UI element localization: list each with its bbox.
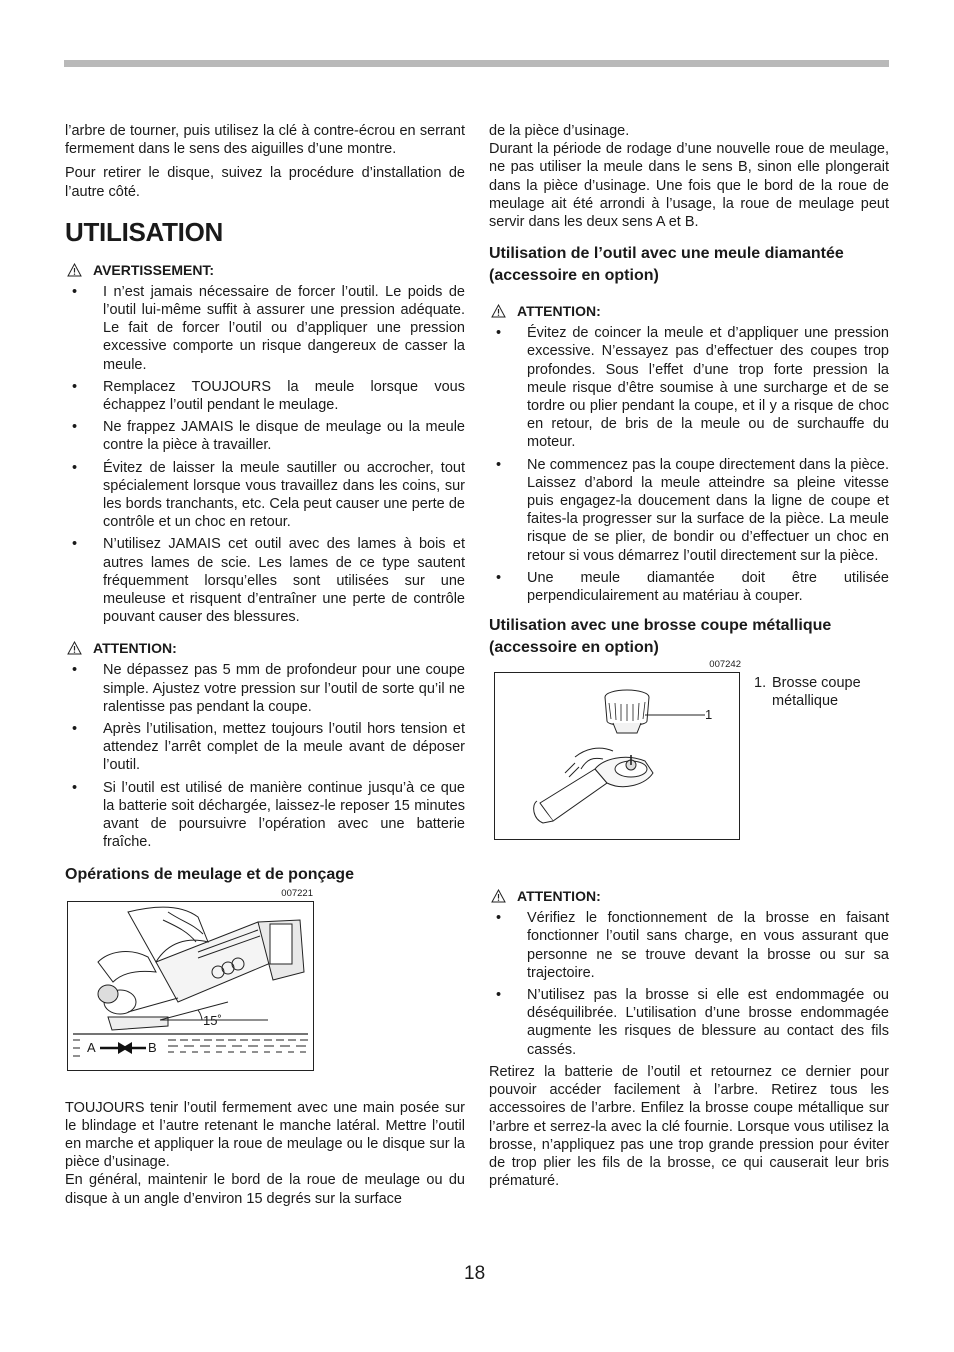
figure-legend: [754, 674, 861, 710]
sub-heading-grinding: Opérations de meulage et de ponçage: [65, 865, 354, 883]
warning-triangle-icon: [491, 304, 506, 318]
right-column: [489, 122, 889, 1196]
body-paragraph-2: En général, maintenir le bord de la roue de meulage ou du disque à un angle d’environ 15 degrés sur la surface: [65, 1172, 465, 1207]
page-number: 18: [464, 1263, 486, 1284]
list-item: • Ne dépassez pas 5 mm de profondeur pour une coupe simple. Ajustez votre pression sur l’outil de sorte qu’il ne ralentisse pas pendant la coupe.: [65, 661, 465, 716]
list-item: • Évitez de coincer la meule et d’appliquer une pression excessive. N’essayez pas d’effectuer des coupes trop profondes. Sous l’effet d’une trop forte pression la meule risque d’être soumise à une surcharge et de se tordre ou plier pendant la coupe, et il y a risque de choc en retour, de bris de la meule ou de surchauffe du moteur.: [489, 324, 889, 451]
attention-label: ATTENTION:: [93, 640, 177, 657]
continued-paragraph: de la pièce d’usinage.: [489, 123, 630, 139]
attention-header: [67, 640, 465, 656]
rodage-paragraph: Durant la période de rodage d’une nouvelle roue de meulage, ne pas utiliser la meule dans le sens B, sinon elle plongerait dans la pièce d’usinage. Une fois que le bord de la roue de meulage ait été arrondi à l’usage, la roue de meulage peut servir dans les deux sens A et B.: [489, 141, 889, 231]
attention-label: ATTENTION:: [517, 303, 601, 320]
attention-list: [65, 661, 465, 851]
brush-body-paragraph: Retirez la batterie de l’outil et retournez ce dernier pour pouvoir accéder facilement à l’arbre. Retirez tous les accessoires de l’arbre. Enfilez la brosse coupe métallique sur l’arbre et serrez-la avec la clé fournie. Lorsque vous utilisez la brosse, n’appliquez pas une trop grande pression pour éviter de trop plier les fils de la brosse, ce qui causerait leur bris prématuré.: [489, 1063, 889, 1190]
list-item: • Ne commencez pas la coupe directement dans la pièce. Laissez d’abord la meule atteindre sa pleine vitesse puis engagez-la doucement dans la ligne de coupe et faites-la progresser sur la surface de la pièce. La meule risque de se plier, de bondir ou d’effectuer un choc en retour si vous démarrez l’outil directement sur la pièce.: [489, 456, 889, 565]
legend-text: métallique: [772, 693, 839, 710]
diamond-attention-list: [489, 324, 889, 605]
legend-number: 1.: [754, 675, 767, 692]
brush-figure-block: [489, 672, 889, 840]
list-item: • Vérifiez le fonctionnement de la brosse en faisant fonctionner l’outil sans charge, en vous assurant que personne ne se trouve devant la brosse ou sur sa trajectoire.: [489, 909, 889, 982]
grinding-figure: [67, 901, 314, 1071]
list-item: • Une meule diamantée doit être utilisée perpendiculairement au matériau à couper.: [489, 569, 889, 605]
attention-header: [491, 888, 889, 904]
wire-brush-illustration: [495, 673, 739, 839]
warning-label: AVERTISSEMENT:: [93, 261, 215, 278]
brush-figure: [494, 672, 740, 840]
figure-code: 007221: [281, 887, 313, 899]
header-rule: [64, 60, 889, 67]
list-item: • N’utilisez pas la brosse si elle est endommagée ou déséquilibrée. L’utilisation d’une brosse endommagée augmente les risques de blessure au contact des fils cassés.: [489, 986, 889, 1059]
sub-heading-brush: Utilisation avec une brosse coupe métallique (accessoire en option): [489, 617, 832, 657]
figure-code: 007242: [709, 659, 741, 671]
list-item: • Ne frappez JAMAIS le disque de meulage ou la meule contre la pièce à travailler.: [65, 418, 465, 454]
sub-heading-diamond: Utilisation de l’outil avec une meule diamantée (accessoire en option): [489, 245, 844, 285]
legend-text: Brosse coupe: [772, 675, 861, 692]
figure-callout: 1: [705, 707, 713, 723]
intro-paragraph-2: Pour retirer le disque, suivez la procédure d’installation de l’autre côté.: [65, 165, 465, 200]
warning-header: [67, 262, 465, 278]
attention-label: ATTENTION:: [517, 888, 601, 905]
warning-list: [65, 283, 465, 627]
figure-label-b: B: [148, 1039, 157, 1055]
warning-triangle-icon: [67, 263, 82, 277]
grinder-illustration: [68, 902, 313, 1070]
warning-triangle-icon: [67, 641, 82, 655]
attention-header: [491, 303, 889, 319]
list-item: • Remplacez TOUJOURS la meule lorsque vous échappez l’outil pendant le meulage.: [65, 378, 465, 414]
warning-triangle-icon: [491, 889, 506, 903]
figure-angle-label: 15˚: [203, 1012, 222, 1028]
intro-paragraph-1: l’arbre de tourner, puis utilisez la clé à contre-écrou en serrant fermement dans le sens des aiguilles d’une montre.: [65, 123, 465, 158]
list-item: • N’utilisez JAMAIS cet outil avec des lames à bois et autres lames de scie. Les lames de ce type sautent fréquemment lorsqu’elles sont utilisées sur une meuleuse et risquent d’entraîner une perte de contrôle pouvant causer des blessures.: [65, 535, 465, 626]
figure-label-a: A: [87, 1039, 96, 1055]
list-item: • Après l’utilisation, mettez toujours l’outil hors tension et attendez l’arrêt complet de la meule avant de déposer l’outil.: [65, 720, 465, 775]
list-item: • Si l’outil est utilisé de manière continue jusqu’à ce que la batterie soit déchargée, laissez-le reposer 15 minutes avant de poursuivre l’opération avec une batterie fraîche.: [65, 779, 465, 852]
section-heading: UTILISATION: [65, 216, 223, 247]
left-column: [65, 122, 465, 1208]
brush-attention-list: [489, 909, 889, 1059]
body-paragraph-1: TOUJOURS tenir l’outil fermement avec une main posée sur le blindage et l’autre retenant le manche latéral. Mettre l’outil en marche et appliquer la roue de meulage ou le disque sur la pièce d’usinage.: [65, 1099, 465, 1171]
list-item: • Évitez de laisser la meule sautiller ou accrocher, tout spécialement lorsque vous travaillez dans les coins, sur les bords tranchants, etc. Cela peut causer une perte de contrôle et un choc en retour.: [65, 459, 465, 532]
list-item: • I n’est jamais nécessaire de forcer l’outil. Le poids de l’outil lui-même suffit à assurer une pression adéquate. Le fait de forcer l’outil ou d’appliquer une pression excessive comporte un risque dangereux de casser la meule.: [65, 283, 465, 374]
